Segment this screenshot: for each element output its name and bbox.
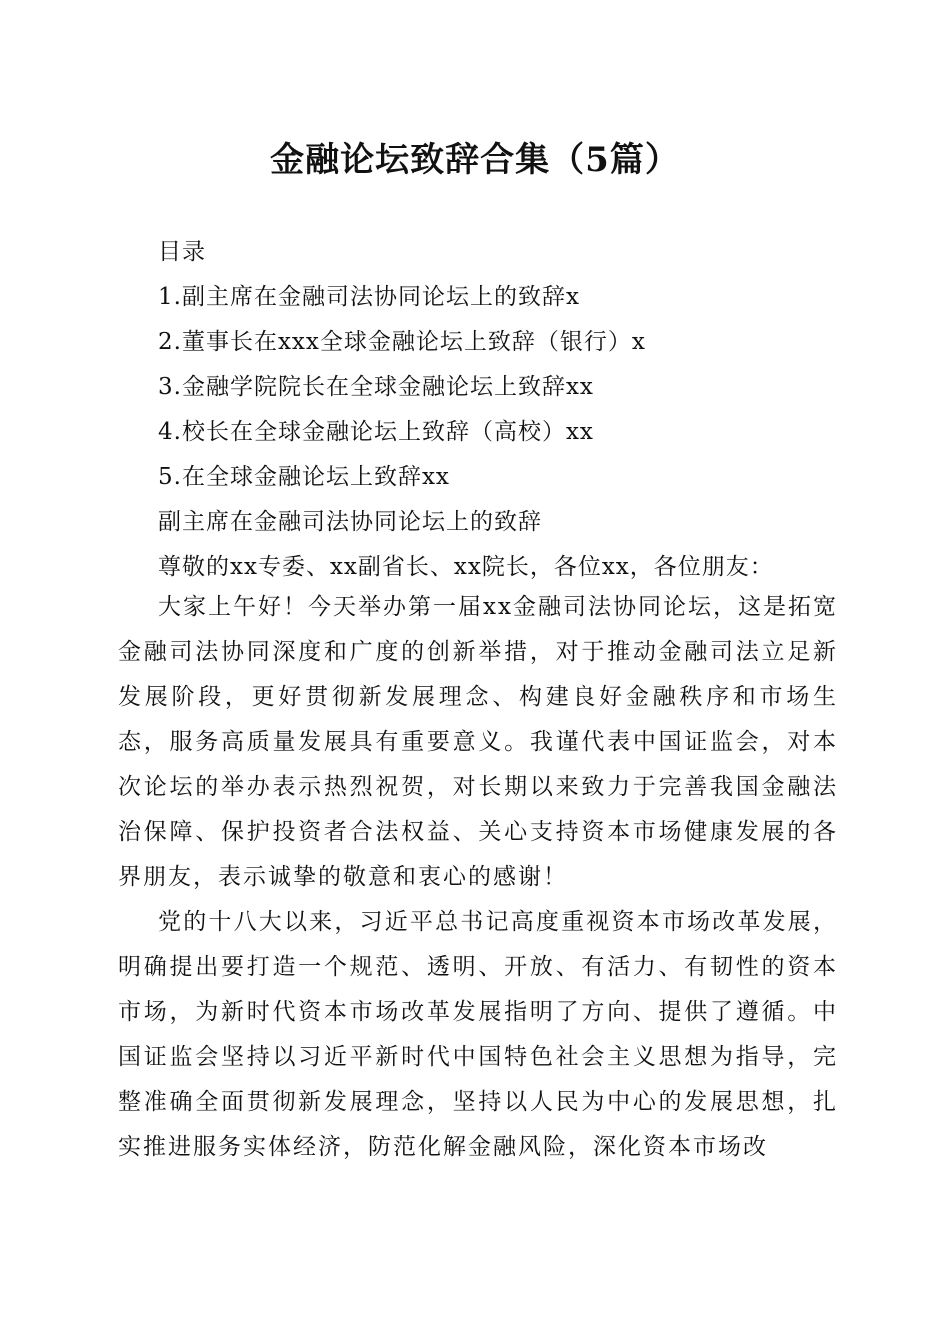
toc-item-1: 1.副主席在金融司法协同论坛上的致辞x [158,284,580,310]
body-paragraph-1: 大家上午好！今天举办第一届xx金融司法协同论坛，这是拓宽金融司法协同深度和广度的创新举措，对于推动金融司法立足新发展阶段，更好贯彻新发展理念、构建良好金融秩序和市场生态，服务高质量发展具有重要意义。我谨代表中国证监会，对本次论坛的举办表示热烈祝贺，对长期以来致力于完善我国金融法治保障、保护投资者合法权益、关心支持资本市场健康发展的各界朋友，表示诚挚的敬意和衷心的感谢！ [118,594,838,890]
salutation: 尊敬的xx专委、xx副省长、xx院长，各位xx，各位朋友： [158,554,774,580]
toc-item-2: 2.董事长在xxx全球金融论坛上致辞（银行）x [158,329,646,355]
document-title: 金融论坛致辞合集（5篇） [270,140,680,180]
body-paragraph-2: 党的十八大以来，习近平总书记高度重视资本市场改革发展，明确提出要打造一个规范、透明、开放、有活力、有韧性的资本市场，为新时代资本市场改革发展指明了方向、提供了遵循。中国证监会坚持以习近平新时代中国特色社会主义思想为指导，完整准确全面贯彻新发展理念，坚持以人民为中心的发展思想，扎实推进服务实体经济，防范化解金融风险，深化资本市场改 [118,909,838,1160]
toc-item-4: 4.校长在全球金融论坛上致辞（高校）xx [158,419,594,445]
table-of-contents [158,230,858,590]
toc-heading: 目录 [158,239,206,265]
section-title: 副主席在金融司法协同论坛上的致辞 [158,509,542,535]
speech-body [118,585,838,1170]
toc-item-3: 3.金融学院院长在全球金融论坛上致辞xx [158,374,594,400]
toc-item-5: 5.在全球金融论坛上致辞xx [158,464,450,490]
